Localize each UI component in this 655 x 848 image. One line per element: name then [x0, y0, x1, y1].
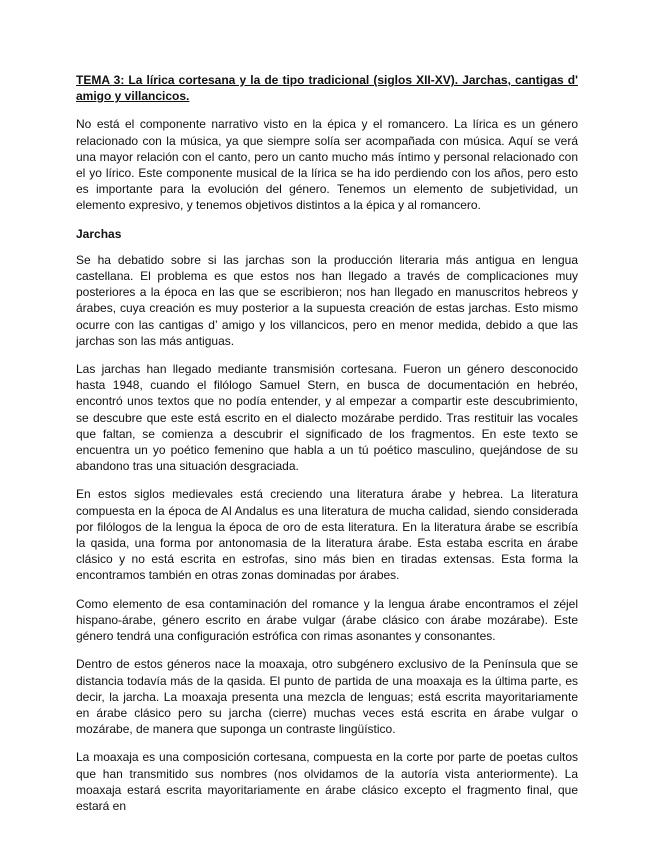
intro-paragraph: No está el componente narrativo visto en la épica y el romancero. La lírica es un género relacionado con la música, ya que siempre solía ser acompañada con música. Aquí se verá una mayor relación con el canto, pero un canto mucho más íntimo y personal relacionado con el yo lírico. Este componente musical de la lírica se ha ido perdiendo con los años, pero esto es importante para la evolución del género. Tenemos un elemento de subjetividad, un elemento expresivo, y tenemos objetivos distintos a la épica y al romancero.: [76, 117, 578, 213]
body-paragraph: Las jarchas han llegado mediante transmisión cortesana. Fueron un género desconocido hasta 1948, cuando el filólogo Samuel Stern, en busca de documentación en hebréo, encontró unos textos que no podía entender, y al empezar a compartir este descubrimiento, se descubre que este está escrito en el dialecto mozárabe perdido. Tras restituir las vocales que faltan, se comienza a descubrir el significado de los fragmentos. En este texto se encuentra un yo poético femenino que habla a un tú poético masculino, quejándose de su abandono tras una situación desgraciada.: [76, 362, 578, 474]
body-paragraph: Dentro de estos géneros nace la moaxaja, otro subgénero exclusivo de la Península que se distancia todavía más de la qasida. El punto de partida de una moaxaja es la última parte, es decir, la jarcha. La moaxaja presenta una mezcla de lenguas; está escrita mayoritariamente en árabe clásico pero su jarcha (cierre) muchas veces está escrita en árabe vulgar o mozárabe, de manera que suponga un contraste lingüístico.: [76, 657, 578, 737]
body-paragraph: En estos siglos medievales está creciendo una literatura árabe y hebrea. La literatura compuesta en la época de Al Andalus es una literatura de mucha calidad, siendo considerada por filólogos de la lengua la época de oro de esta literatura. En la literatura árabe se escribía la qasida, una forma por antonomasia de la literatura árabe. Esta estaba escrita en árabe clásico y no está escrita en estrofas, sino más bien en tiradas extensas. Esta forma la encontramos también en otras zonas dominadas por árabes.: [76, 487, 578, 583]
body-paragraph: Como elemento de esa contaminación del romance y la lengua árabe encontramos el zéjel hispano-árabe, género escrito en árabe vulgar (árabe clásico con árabe mozárabe). Este género tendrá una configuración estrófica con rimas asonantes y consonantes.: [76, 596, 578, 644]
body-paragraph: La moaxaja es una composición cortesana, compuesta en la corte por parte de poetas cultos que han transmitido sus nombres (nos olvidamos de la autoría vista anteriormente). La moaxaja estará escrita mayoritariamente en árabe clásico excepto el fragmento final, que estará en: [76, 750, 578, 813]
body-paragraph: Se ha debatido sobre si las jarchas son la producción literaria más antigua en lengua castellana. El problema es que estos nos han llegado a través de complicaciones muy posteriores a la época en las que se escribieron; nos han llegado en manuscritos hebreos y árabes, cuya creación es muy posterior a la supuesta creación de estas jarchas. Esto mismo ocurre con las cantigas d’ amigo y los villancicos, pero en menor medida, debido a que las jarchas son las más antiguas.: [76, 252, 578, 348]
section-heading: Jarchas: [76, 226, 122, 241]
document-page: [76, 72, 578, 826]
document-title: TEMA 3: La lírica cortesana y la de tipo tradicional (siglos XII-XV). Jarchas, cantigas d' amigo y villancicos.: [76, 73, 578, 104]
